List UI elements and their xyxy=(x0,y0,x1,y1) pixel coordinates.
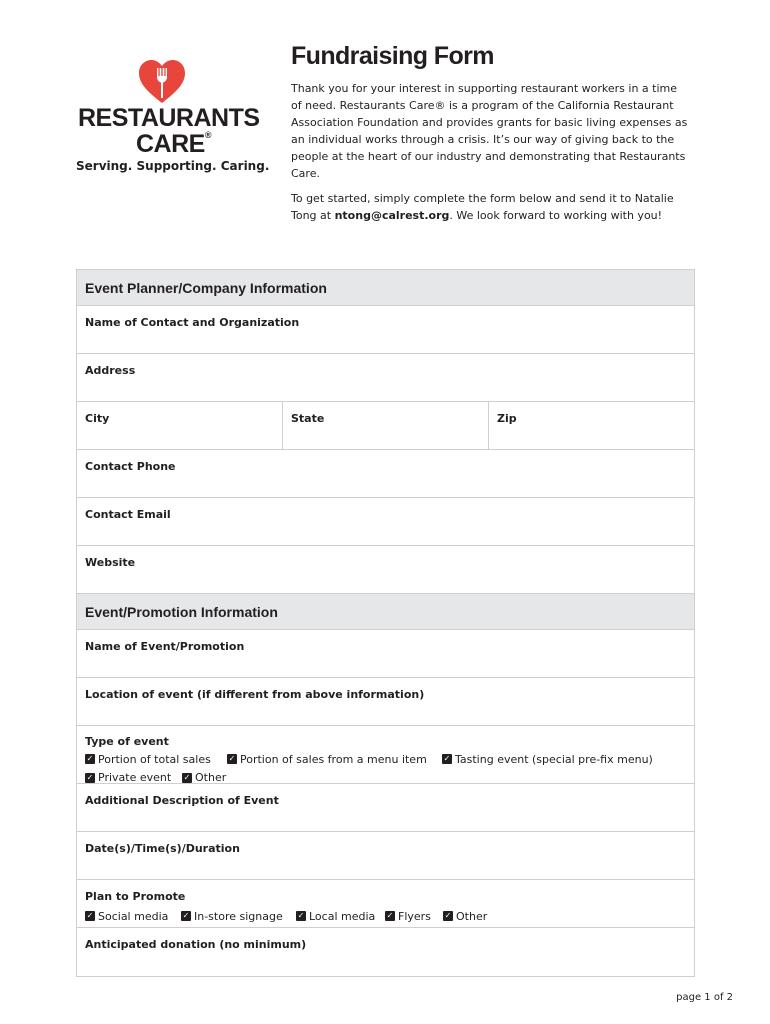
option-label: Flyers xyxy=(398,909,431,923)
field-label: Website xyxy=(85,556,136,569)
option-label: Social media xyxy=(98,909,169,923)
field-label: Anticipated donation (no minimum) xyxy=(85,938,307,951)
checkbox-checked-icon[interactable]: ✓ xyxy=(182,911,190,920)
fundraising-form xyxy=(76,269,695,977)
field-zip[interactable] xyxy=(489,402,694,449)
field-label: Additional Description of Event xyxy=(85,794,279,807)
field-contact-email[interactable] xyxy=(77,498,694,546)
field-anticipated-donation[interactable] xyxy=(77,928,694,976)
option-label: Other xyxy=(456,909,488,923)
field-label: Name of Event/Promotion xyxy=(85,640,245,653)
checkbox-checked-icon[interactable]: ✓ xyxy=(183,772,191,782)
checkbox-checked-icon[interactable]: ✓ xyxy=(386,911,394,920)
field-additional-description[interactable] xyxy=(77,784,694,832)
tagline: Serving. Supporting. Caring. xyxy=(76,159,270,173)
checkbox-checked-icon[interactable]: ✓ xyxy=(86,772,94,782)
field-label: City xyxy=(85,412,110,425)
option-in-store-signage[interactable] xyxy=(181,908,296,925)
contact-email-link[interactable]: ntong@calrest.org xyxy=(334,209,450,222)
option-label: Portion of total sales xyxy=(98,752,211,766)
promote-options xyxy=(77,903,694,925)
checkbox-checked-icon[interactable]: ✓ xyxy=(86,911,94,920)
page-number: page 1 of 2 xyxy=(676,992,733,1003)
option-label: Local media xyxy=(309,909,376,923)
field-label: Name of Contact and Organization xyxy=(85,316,300,329)
field-label: Location of event (if different from above information) xyxy=(85,688,425,701)
option-portion-menu-item[interactable] xyxy=(227,751,442,768)
checkbox-checked-icon[interactable]: ✓ xyxy=(443,754,451,763)
intro-paragraph-1: Thank you for your interest in supporting restaurant workers in a time of need. Restaurants Care® is a program of the California Restaurant Association Foundation and provides grants for basic living expenses as an individual works through a crisis. It’s our way of giving back to the people at the heart of our industry and demonstrating that Restaurants Care. xyxy=(291,82,688,180)
brand-name-line1: RESTAURANTS xyxy=(78,104,260,132)
field-label: Plan to Promote xyxy=(85,890,186,903)
option-flyers[interactable] xyxy=(385,908,443,925)
field-label: Date(s)/Time(s)/Duration xyxy=(85,842,240,855)
brand-care: CARE xyxy=(136,130,205,158)
section-header-event: Event/Promotion Information xyxy=(77,594,694,630)
intro-p2-post: . We look forward to working with you! xyxy=(449,209,663,222)
option-label: Tasting event (special pre-fix menu) xyxy=(455,752,653,766)
option-label: Portion of sales from a menu item xyxy=(240,752,427,766)
option-portion-total-sales[interactable] xyxy=(85,751,227,768)
option-local-media[interactable] xyxy=(296,908,385,925)
field-label: Type of event xyxy=(85,735,169,748)
field-label: Contact Phone xyxy=(85,460,176,473)
intro-text xyxy=(291,80,691,232)
field-contact-phone[interactable] xyxy=(77,450,694,498)
field-date-time-duration[interactable] xyxy=(77,832,694,880)
field-state[interactable] xyxy=(283,402,489,449)
field-label: Zip xyxy=(497,412,517,425)
option-label: Private event xyxy=(98,771,172,784)
page-title: Fundraising Form xyxy=(291,42,494,70)
heart-fork-icon xyxy=(138,60,186,104)
intro-paragraph-2 xyxy=(291,190,691,224)
field-plan-to-promote xyxy=(77,880,694,928)
field-label: State xyxy=(291,412,325,425)
brand-name-line2 xyxy=(136,130,211,159)
checkbox-checked-icon[interactable]: ✓ xyxy=(297,911,305,920)
field-event-name[interactable] xyxy=(77,630,694,678)
field-contact-organization[interactable] xyxy=(77,306,694,354)
option-social-media[interactable] xyxy=(85,908,181,925)
city-state-zip-row xyxy=(77,402,694,450)
option-tasting-event[interactable] xyxy=(442,751,653,768)
field-label: Contact Email xyxy=(85,508,171,521)
field-city[interactable] xyxy=(77,402,283,449)
field-address[interactable] xyxy=(77,354,694,402)
checkbox-checked-icon[interactable]: ✓ xyxy=(86,754,94,763)
section-header-company: Event Planner/Company Information xyxy=(77,270,694,306)
field-event-type xyxy=(77,726,694,784)
field-event-location[interactable] xyxy=(77,678,694,726)
field-website[interactable] xyxy=(77,546,694,594)
checkbox-checked-icon[interactable]: ✓ xyxy=(444,911,452,920)
option-other[interactable] xyxy=(443,908,487,925)
option-label: Other xyxy=(195,771,227,784)
option-label: In-store signage xyxy=(194,909,283,923)
field-label: Address xyxy=(85,364,136,377)
event-type-options xyxy=(77,748,694,786)
registered-mark: ® xyxy=(204,130,211,140)
intro-p2-pre: To get started, simply complete the form below and send it to Natalie Tong at xyxy=(291,192,674,222)
checkbox-checked-icon[interactable]: ✓ xyxy=(228,754,236,763)
